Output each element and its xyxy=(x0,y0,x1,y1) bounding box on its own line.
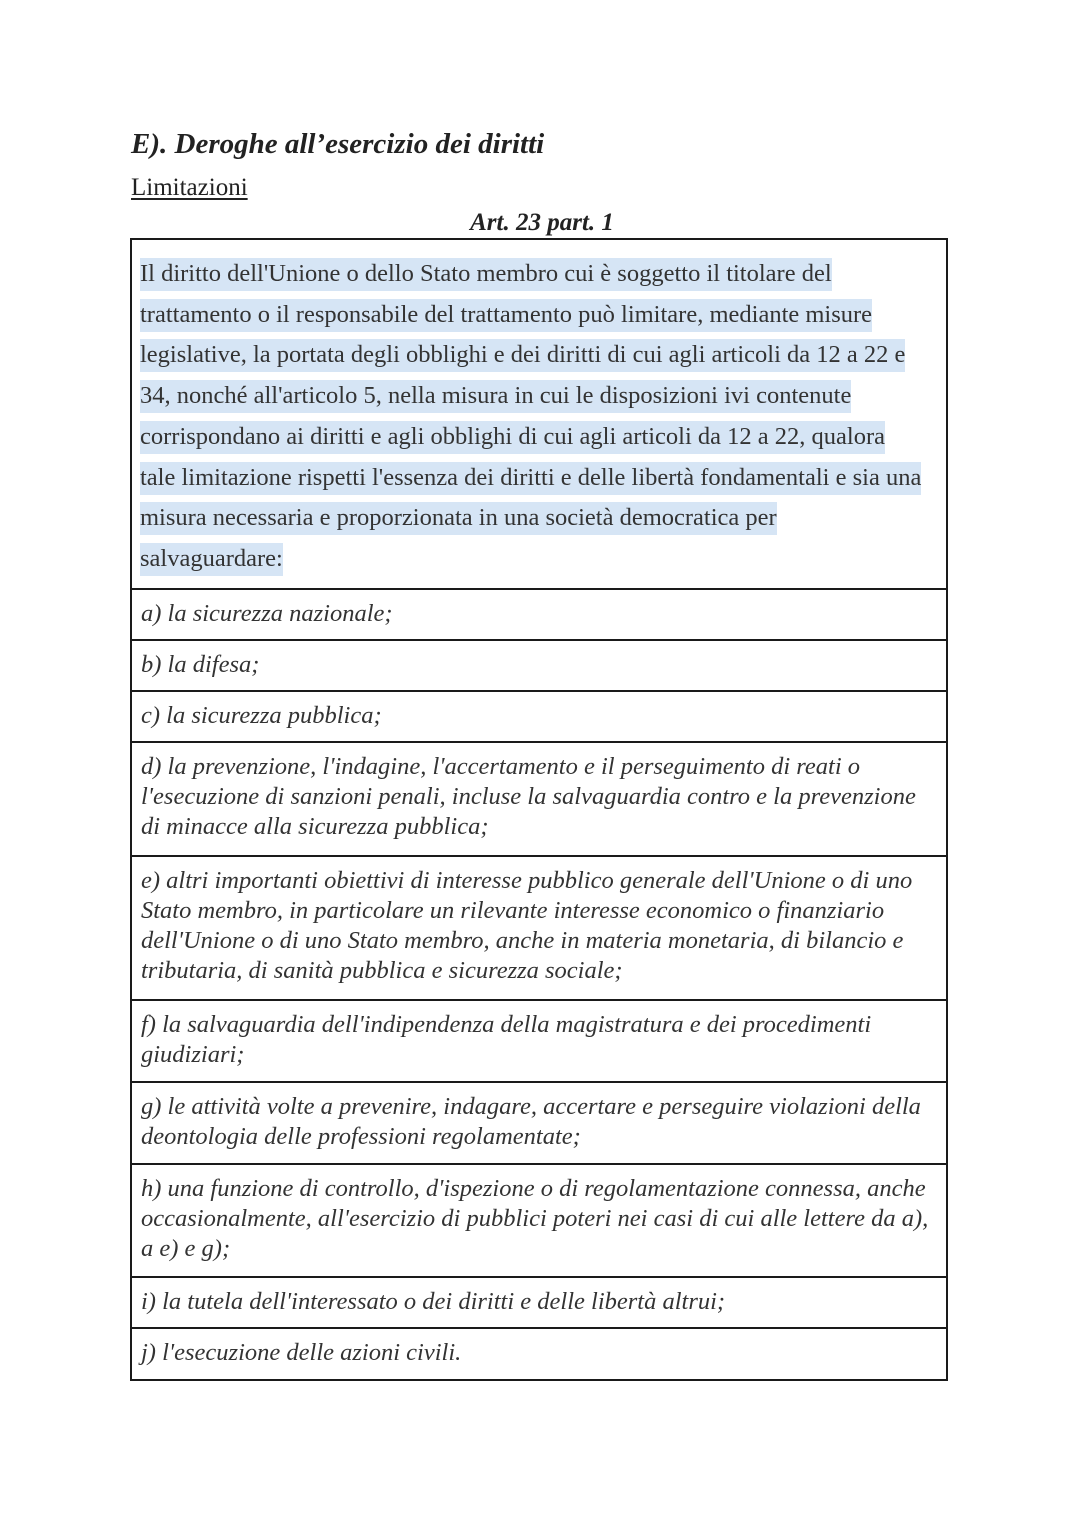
intro-text-highlighted[interactable]: Il diritto dell'Unione o dello Stato membro cui è soggetto il titolare del trattamento o il responsabile del trattamento può limitare, mediante misure legislative, la portata degli obblighi e dei diritti di cui agli articoli da 12 a 22 e 34, nonché all'articolo 5, nella misura in cui le disposizioni ivi contenute corrispondano ai diritti e agli obblighi di cui agli articoli da 12 a 22, qualora tale limitazione rispetti l'essenza dei diritti e delle libertà fondamentali e sia una misura necessaria e proporzionata in una società democratica per salvaguardare: xyxy=(140,258,921,576)
item-i: i) la tutela dell'interessato o dei diritti e delle libertà altrui; xyxy=(132,1278,946,1329)
item-b: b) la difesa; xyxy=(132,641,946,692)
item-e: e) altri importanti obiettivi di interesse pubblico generale dell'Unione o di uno Stato membro, in particolare un rilevante interesse economico o finanziario dell'Unione o di uno Stato membro, anche in materia monetaria, di bilancio e tributaria, di sanità pubblica e sicurezza sociale; xyxy=(132,857,946,1001)
section-heading: E). Deroghe all’esercizio dei diritti xyxy=(131,128,545,160)
subheading-limitazioni: Limitazioni xyxy=(131,174,248,201)
item-a: a) la sicurezza nazionale; xyxy=(132,590,946,641)
item-j: j) l'esecuzione delle azioni civili. xyxy=(141,1339,462,1366)
item-g: g) le attività volte a prevenire, indagare, accertare e perseguire violazioni della deontologia delle professioni regolamentate; xyxy=(132,1083,946,1165)
article-table xyxy=(130,238,948,1381)
intro-cell xyxy=(132,240,946,590)
item-f: f) la salvaguardia dell'indipendenza della magistratura e dei procedimenti giudiziari; xyxy=(132,1001,946,1083)
item-d: d) la prevenzione, l'indagine, l'accertamento e il perseguimento di reati o l'esecuzione di sanzioni penali, incluse la salvaguardia contro e la prevenzione di minacce alla sicurezza pubblica; xyxy=(132,743,946,857)
item-h: h) una funzione di controllo, d'ispezione o di regolamentazione connessa, anche occasionalmente, all'esercizio di pubblici poteri nei casi di cui alle lettere da a), a e) e g); xyxy=(132,1165,946,1278)
item-c: c) la sicurezza pubblica; xyxy=(132,692,946,743)
article-title: Art. 23 part. 1 xyxy=(470,209,614,236)
